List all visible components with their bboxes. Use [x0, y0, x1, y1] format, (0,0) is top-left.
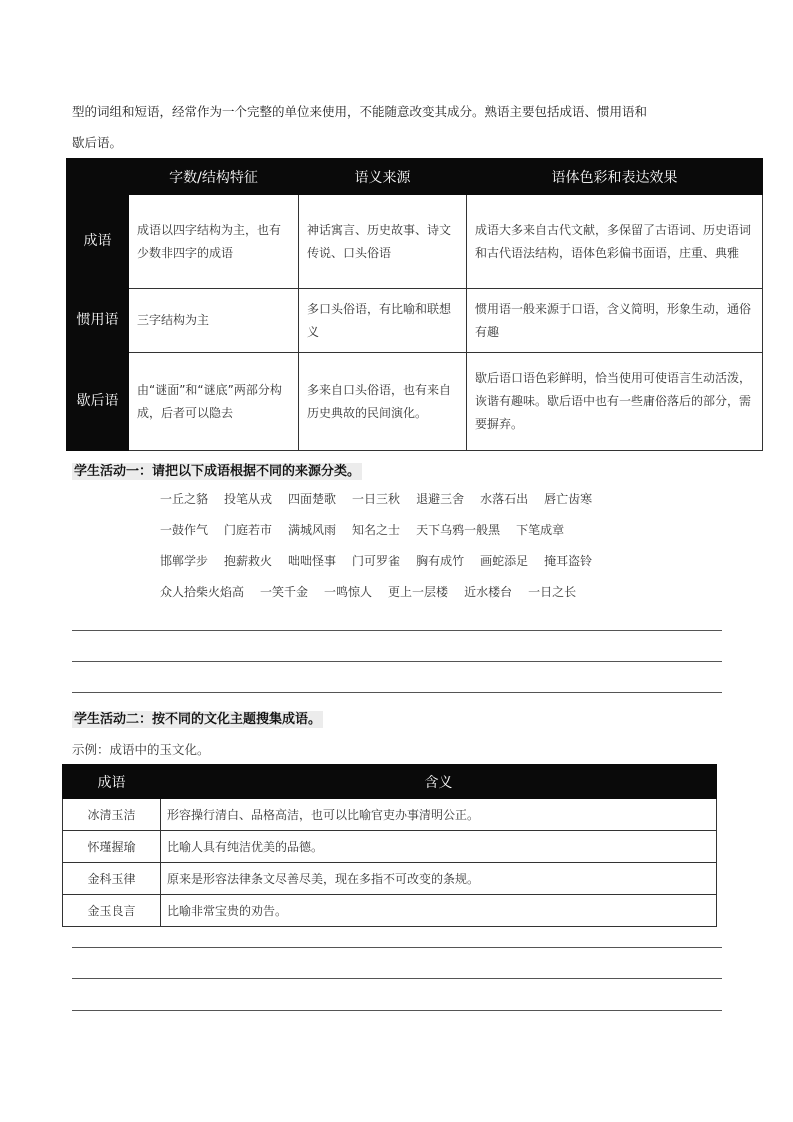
activity-2-title: 学生活动二：按不同的文化主题搜集成语。: [74, 712, 322, 727]
idiom-item: 一笑千金: [260, 585, 309, 599]
idiom-item: 退避三舍: [416, 492, 465, 506]
cell-structure: 三字结构为主: [129, 289, 299, 353]
jade-idioms-table: [62, 764, 717, 927]
idiom-row: [160, 483, 660, 514]
cell-structure: 由“谜面”和“谜底”两部分构成，后者可以隐去: [129, 353, 299, 451]
idiom-item: 咄咄怪事: [288, 554, 337, 568]
cell-idiom: 金玉良言: [63, 895, 161, 927]
cell-meaning: 形容操行清白、品格高洁，也可以比喻官吏办事清明公正。: [161, 799, 717, 831]
idiom-item: 众人拾柴火焰高: [160, 585, 245, 599]
idiom-item: 四面楚歌: [288, 492, 337, 506]
idiom-item: 一鸣惊人: [324, 585, 373, 599]
answer-line: [72, 947, 722, 948]
cell-source: 神话寓言、历史故事、诗文传说、口头俗语: [299, 195, 467, 289]
idiom-item: 门可罗雀: [352, 554, 401, 568]
answer-line: [72, 692, 722, 693]
idiom-item: 更上一层楼: [388, 585, 449, 599]
cell-effect: 歇后语口语色彩鲜明，恰当使用可使语言生动活泼，诙谐有趣味。歇后语中也有一些庸俗落后的部分，需要摒弃。: [467, 353, 763, 451]
table-header-row: [63, 765, 717, 799]
row-label: 成语: [67, 195, 129, 289]
idiom-item: 掩耳盗铃: [544, 554, 593, 568]
answer-line: [72, 661, 722, 662]
row-label: 惯用语: [67, 289, 129, 353]
idiom-types-table: [66, 158, 763, 451]
idiom-item: 天下乌鸦一般黑: [416, 523, 501, 537]
idiom-item: 近水楼台: [464, 585, 513, 599]
cell-source: 多口头俗语，有比喻和联想义: [299, 289, 467, 353]
table-row: [67, 289, 763, 353]
intro-line-2: 歇后语。: [72, 135, 123, 150]
idiom-row: [160, 545, 660, 576]
idiom-item: 门庭若市: [224, 523, 273, 537]
cell-structure: 成语以四字结构为主，也有少数非四字的成语: [129, 195, 299, 289]
table-row: [67, 195, 763, 289]
header-idiom: 成语: [63, 765, 161, 799]
idiom-row: [160, 576, 660, 607]
cell-meaning: 比喻人具有纯洁优美的品德。: [161, 831, 717, 863]
cell-source: 多来自口头俗语，也有来自历史典故的民间演化。: [299, 353, 467, 451]
idiom-row: [160, 514, 660, 545]
intro-line-1: 型的词组和短语，经常作为一个完整的单位来使用，不能随意改变其成分。熟语主要包括成语、惯用语和: [72, 104, 648, 119]
table-row: [63, 863, 717, 895]
header-effect: 语体色彩和表达效果: [467, 159, 763, 195]
table-header-row: [67, 159, 763, 195]
idiom-item: 一日之长: [528, 585, 577, 599]
cell-meaning: 原来是形容法律条文尽善尽美，现在多指不可改变的条规。: [161, 863, 717, 895]
answer-line: [72, 978, 722, 979]
idiom-item: 满城风雨: [288, 523, 337, 537]
cell-idiom: 冰清玉洁: [63, 799, 161, 831]
idiom-item: 水落石出: [480, 492, 529, 506]
cell-idiom: 金科玉律: [63, 863, 161, 895]
table-row: [67, 353, 763, 451]
row-label: 歇后语: [67, 353, 129, 451]
idiom-item: 一日三秋: [352, 492, 401, 506]
idiom-item: 画蛇添足: [480, 554, 529, 568]
idiom-item: 邯郸学步: [160, 554, 209, 568]
idiom-item: 投笔从戎: [224, 492, 273, 506]
idiom-item: 一丘之貉: [160, 492, 209, 506]
cell-idiom: 怀瑾握瑜: [63, 831, 161, 863]
answer-line: [72, 630, 722, 631]
idiom-item: 唇亡齿寒: [544, 492, 593, 506]
table-row: [63, 799, 717, 831]
cell-effect: 惯用语一般来源于口语，含义简明，形象生动，通俗有趣: [467, 289, 763, 353]
activity-1-title: 学生活动一：请把以下成语根据不同的来源分类。: [74, 464, 361, 479]
cell-effect: 成语大多来自古代文献，多保留了古语词、历史语词和古代语法结构，语体色彩偏书面语，庄重、典雅: [467, 195, 763, 289]
header-blank: [67, 159, 129, 195]
example-text: 示例：成语中的玉文化。: [72, 742, 210, 757]
idiom-list: [160, 483, 660, 607]
idiom-item: 知名之士: [352, 523, 401, 537]
answer-line: [72, 1010, 722, 1011]
idiom-item: 胸有成竹: [416, 554, 465, 568]
header-meaning: 含义: [161, 765, 717, 799]
idiom-item: 一鼓作气: [160, 523, 209, 537]
cell-meaning: 比喻非常宝贵的劝告。: [161, 895, 717, 927]
header-structure: 字数/结构特征: [129, 159, 299, 195]
table-row: [63, 831, 717, 863]
table-row: [63, 895, 717, 927]
header-source: 语义来源: [299, 159, 467, 195]
idiom-item: 下笔成章: [516, 523, 565, 537]
idiom-item: 抱薪救火: [224, 554, 273, 568]
intro-paragraph: [72, 96, 732, 158]
